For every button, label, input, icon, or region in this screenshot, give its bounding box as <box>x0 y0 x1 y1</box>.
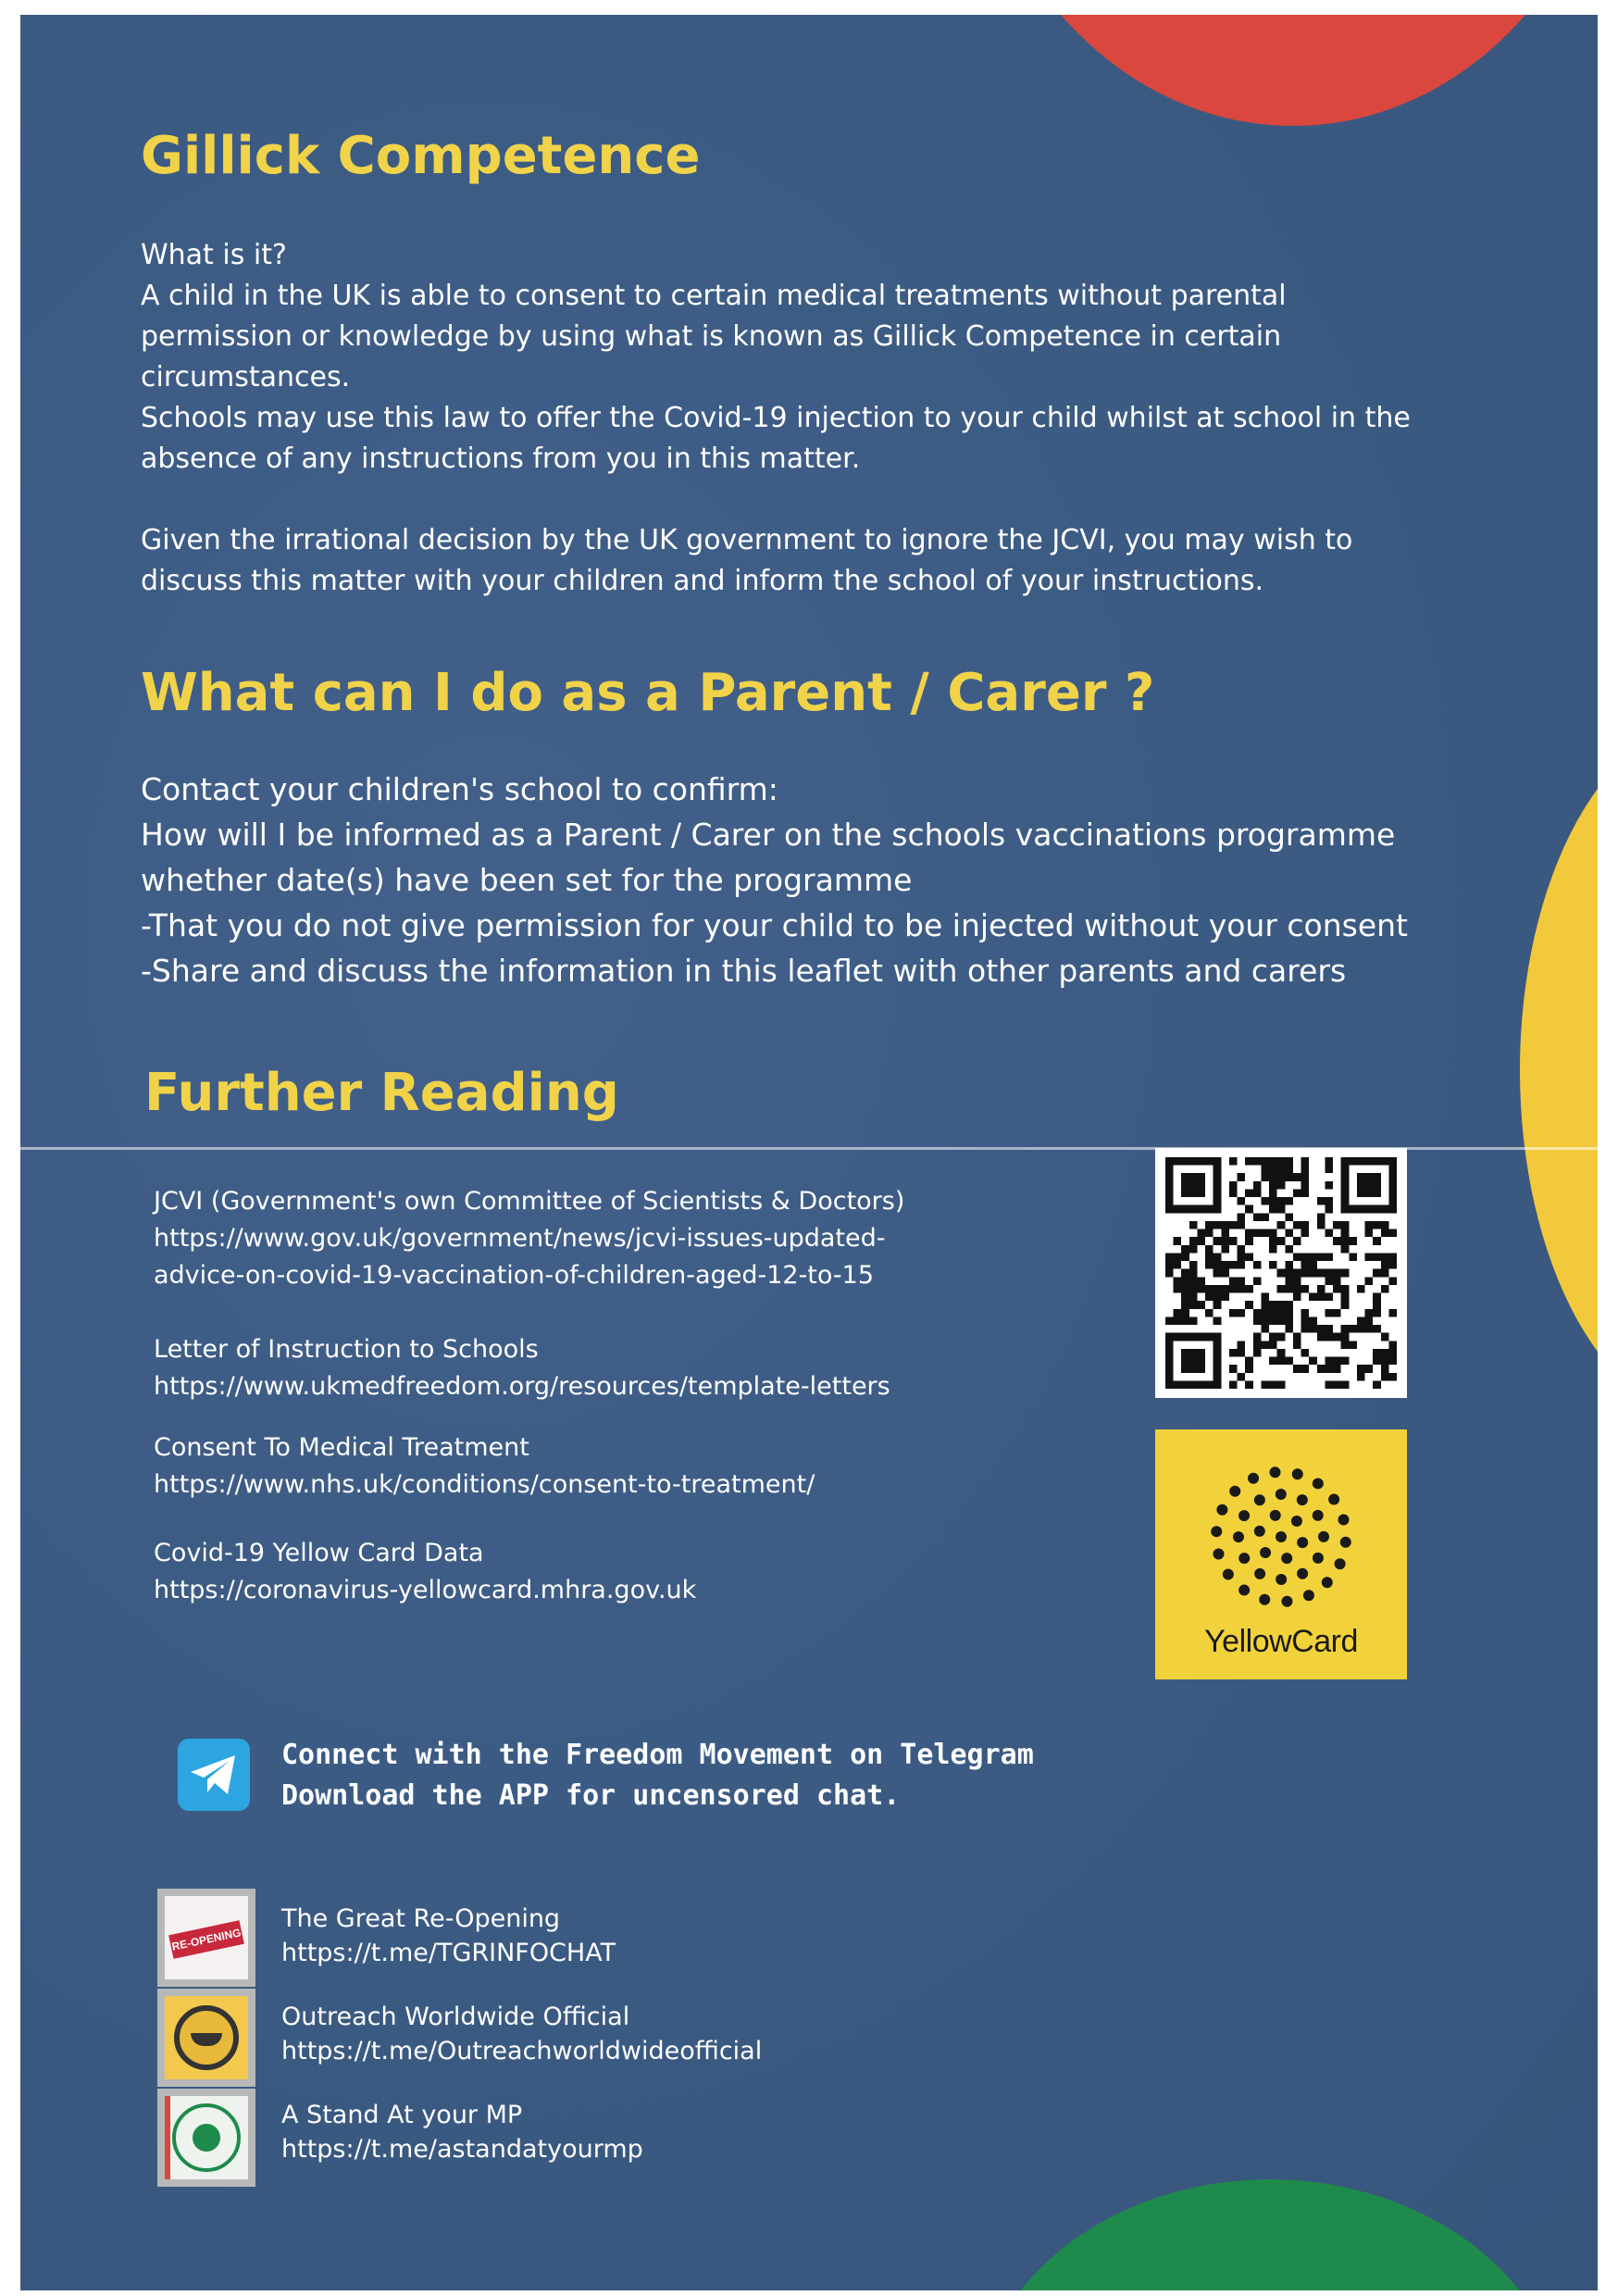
yellow-card-dots-icon <box>1198 1454 1364 1620</box>
channel-item <box>281 1902 616 1970</box>
channel-item <box>281 2000 762 2068</box>
reference-item <box>154 1183 1116 1294</box>
gillick-line: circumstances. <box>141 361 351 393</box>
outreach-worldwide-logo <box>157 1989 255 2087</box>
reference-list <box>154 1183 1116 1633</box>
reference-title: Consent To Medical Treatment <box>154 1433 529 1462</box>
reopening-banner: RE-OPENING <box>168 1920 244 1959</box>
channel-item <box>281 2098 643 2166</box>
red-circle-decoration <box>965 15 1598 126</box>
reference-item <box>154 1331 1116 1405</box>
gillick-line: What is it? <box>141 239 287 271</box>
action-line: Contact your children's school to confirm: <box>141 771 778 807</box>
channel-name: A Stand At your MP <box>281 2101 523 2129</box>
channel-name: Outreach Worldwide Official <box>281 2003 630 2031</box>
reference-item <box>154 1429 1116 1504</box>
qr-code[interactable] <box>1155 1148 1407 1398</box>
gillick-heading: Gillick Competence <box>141 126 701 186</box>
reference-title: JCVI (Government's own Committee of Scientists & Doctors) <box>154 1187 905 1216</box>
great-reopening-logo <box>157 1889 255 1987</box>
parent-carer-heading: What can I do as a Parent / Carer ? <box>141 663 1155 723</box>
yellow-circle-decoration <box>1520 718 1598 1422</box>
channel-name: The Great Re-Opening <box>281 1904 561 1933</box>
yellow-card-logo <box>1155 1429 1407 1679</box>
green-circle-decoration <box>974 2179 1566 2290</box>
channel-link[interactable]: https://t.me/Outreachworldwideofficial <box>281 2037 763 2065</box>
action-line: -That you do not give permission for your child to be injected without your consent <box>141 907 1408 943</box>
leaflet-page <box>20 15 1598 2290</box>
action-line: whether date(s) have been set for the programme <box>141 862 913 898</box>
yellow-card-label: YellowCard <box>1204 1624 1358 1659</box>
channel-link[interactable]: https://t.me/astandatyourmp <box>281 2135 643 2164</box>
reference-title: Letter of Instruction to Schools <box>154 1335 539 1364</box>
gillick-line: permission or knowledge by using what is known as Gillick Competence in certain <box>141 320 1282 353</box>
gillick-line: A child in the UK is able to consent to certain medical treatments without parental <box>141 280 1287 312</box>
channel-link[interactable]: https://t.me/TGRINFOCHAT <box>281 1939 616 1967</box>
reference-link[interactable]: advice-on-covid-19-vaccination-of-children-aged-12-to-15 <box>154 1261 875 1290</box>
reference-link[interactable]: https://www.ukmedfreedom.org/resources/template-letters <box>154 1372 890 1401</box>
gillick-body <box>141 235 1548 602</box>
gillick-line: Schools may use this law to offer the Covid-19 injection to your child whilst at school in the <box>141 402 1411 434</box>
stand-at-your-mp-logo <box>157 2089 255 2187</box>
action-line: How will I be informed as a Parent / Carer on the schools vaccinations programme <box>141 817 1396 853</box>
reference-item <box>154 1535 1116 1609</box>
gillick-line: absence of any instructions from you in this matter. <box>141 443 861 475</box>
action-line: -Share and discuss the information in this leaflet with other parents and carers <box>141 953 1347 989</box>
gillick-line: discuss this matter with your children and inform the school of your instructions. <box>141 565 1264 597</box>
reference-link[interactable]: https://coronavirus-yellowcard.mhra.gov.uk <box>154 1576 697 1604</box>
reference-title: Covid-19 Yellow Card Data <box>154 1539 484 1567</box>
telegram-icon[interactable] <box>178 1739 250 1811</box>
reference-link[interactable]: https://www.nhs.uk/conditions/consent-to-treatment/ <box>154 1470 815 1499</box>
parent-action-list <box>141 767 1408 993</box>
telegram-line: Download the APP for uncensored chat. <box>281 1779 901 1812</box>
further-reading-heading: Further Reading <box>144 1063 619 1123</box>
paper-plane-icon <box>189 1752 239 1798</box>
gillick-line: Given the irrational decision by the UK government to ignore the JCVI, you may wish to <box>141 524 1353 556</box>
telegram-callout <box>281 1735 1034 1816</box>
reference-link[interactable]: https://www.gov.uk/government/news/jcvi-issues-updated- <box>154 1224 886 1253</box>
qr-code-icon <box>1164 1157 1398 1389</box>
telegram-line: Connect with the Freedom Movement on Telegram <box>281 1739 1034 1771</box>
